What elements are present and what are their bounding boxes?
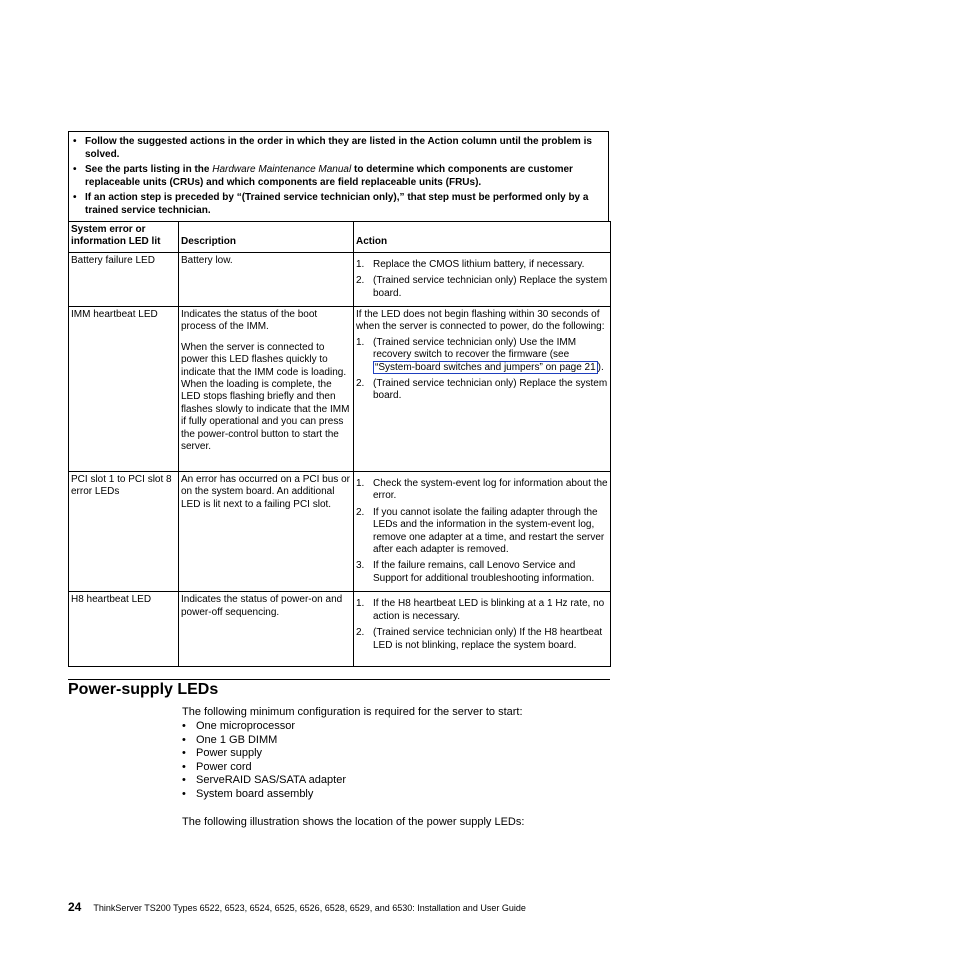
step-text-part: (Trained service technician only) Use the IMM recovery switch to recover the firmware (see (373, 336, 577, 361)
note-text: If an action step is preceded by “(Trained service technician only),” that step must be performed only by a trained service technician. (85, 192, 589, 216)
step-text: (Trained service technician only) Replace the system board. (373, 378, 608, 402)
cell-description (179, 307, 354, 472)
list-item-text: System board assembly (196, 787, 314, 800)
step-number: 2. (356, 275, 365, 287)
list-item-text: Power supply (196, 747, 263, 760)
step-text: If the H8 heartbeat LED is blinking at a 1 Hz rate, no action is necessary. (373, 598, 605, 622)
list-item-text: Power cord (196, 760, 252, 773)
table-row (69, 592, 611, 667)
note-item (73, 191, 604, 217)
cell-description: Indicates the status of power-on and power-off sequencing. (179, 592, 354, 667)
action-step (356, 275, 608, 300)
action-step (356, 627, 608, 652)
section-heading: Power-supply LEDs (68, 681, 219, 698)
section-divider (68, 679, 610, 680)
cell-action (354, 472, 611, 592)
list-item: • Power supply (182, 747, 263, 760)
manual-title: Hardware Maintenance Manual (212, 164, 352, 175)
bullet: • (73, 164, 77, 175)
table-row (69, 307, 611, 472)
list-item: • System board assembly (182, 787, 314, 800)
list-item-text: ServeRAID SAS/SATA adapter (196, 774, 346, 787)
note-text: Follow the suggested actions in the order in which they are listed in the Action column until the problem is solved. (85, 136, 592, 160)
action-intro: If the LED does not begin flashing within 30 seconds of when the server is connected to power, do the following: (356, 309, 605, 333)
step-number: 1. (356, 258, 365, 270)
step-number: 1. (356, 478, 365, 490)
bullet: • (73, 192, 77, 203)
cell-action (354, 592, 611, 667)
list-item-text: One 1 GB DIMM (196, 733, 278, 746)
note-text (85, 163, 604, 189)
action-step (356, 507, 608, 557)
page-footer (68, 900, 526, 915)
header-action: Action (354, 222, 611, 253)
cell-description: An error has occurred on a PCI bus or on the system board. An additional LED is lit next to a failing PCI slot. (179, 472, 354, 592)
header-description: Description (179, 222, 354, 253)
bullet: • (73, 136, 77, 147)
step-number: 1. (356, 598, 365, 610)
config-list (182, 720, 346, 802)
step-text: Replace the CMOS lithium battery, if necessary. (373, 258, 585, 270)
note-text-post: to determine which components are customer replaceable units (CRUs) and which components are field replaceable units (FRUs). (85, 164, 573, 188)
description-para: Indicates the status of the boot process of the IMM. (181, 309, 318, 333)
cell-error: PCI slot 1 to PCI slot 8 error LEDs (69, 472, 179, 592)
list-item: • Power cord (182, 760, 252, 773)
list-item: • ServeRAID SAS/SATA adapter (182, 774, 346, 787)
action-step (356, 560, 608, 585)
step-text: Check the system-event log for information about the error. (373, 478, 608, 502)
step-text: If the failure remains, call Lenovo Service and Support for additional troubleshooting information. (373, 560, 595, 584)
action-step (356, 378, 608, 403)
table-row (69, 472, 611, 592)
cell-action (354, 252, 611, 306)
cell-description: Battery low. (179, 252, 354, 306)
table-header-row (69, 222, 611, 253)
cell-action (354, 307, 611, 472)
action-step (356, 598, 608, 623)
list-item: • One microprocessor (182, 720, 296, 732)
list-item: • One 1 GB DIMM (182, 733, 278, 746)
action-step (356, 259, 608, 271)
action-step (356, 337, 608, 374)
step-number: 3. (356, 560, 365, 572)
header-error: System error or information LED lit (69, 222, 179, 253)
cell-error: Battery failure LED (69, 252, 179, 306)
note-item (73, 135, 604, 161)
page-number: 24 (68, 900, 82, 914)
step-number: 2. (356, 378, 365, 390)
step-text: (Trained service technician only) If the H8 heartbeat LED is not blinking, replace the system board. (373, 627, 603, 651)
cell-error: IMM heartbeat LED (69, 307, 179, 472)
note-item (73, 163, 604, 189)
section-intro: The following minimum configuration is required for the server to start: (182, 706, 523, 718)
section-outro: The following illustration shows the location of the power supply LEDs: (182, 816, 525, 828)
footer-text: ThinkServer TS200 Types 6522, 6523, 6524, 6525, 6526, 6528, 6529, and 6530: Installation and User Guide (93, 903, 526, 913)
cell-error: H8 heartbeat LED (69, 592, 179, 667)
list-item-text: One microprocessor (196, 720, 296, 732)
note-text-pre: See the parts listing in the (85, 164, 213, 175)
step-number: 1. (356, 336, 365, 348)
step-text-end: ). (597, 361, 604, 373)
step-number: 2. (356, 627, 365, 639)
notes-box (68, 131, 609, 221)
step-text (373, 337, 608, 374)
table-row (69, 252, 611, 306)
step-text: (Trained service technician only) Replace the system board. (373, 275, 608, 299)
step-text: If you cannot isolate the failing adapter through the LEDs and the information in the system-event log, remove one adapter at a time, and restart the server after each adapter is removed. (373, 506, 605, 556)
step-number: 2. (356, 506, 365, 518)
description-para: When the server is connected to power this LED flashes quickly to indicate that the IMM code is loading. When the loading is complete, the LED stops flashing briefly and then flashes slowly to indicate that the IMM if fully operational and you can press the power-control button to start the server. (181, 341, 350, 453)
xref-link[interactable]: “System-board switches and jumpers” on page 21 (375, 361, 596, 373)
led-table (68, 221, 611, 667)
action-step (356, 478, 608, 503)
